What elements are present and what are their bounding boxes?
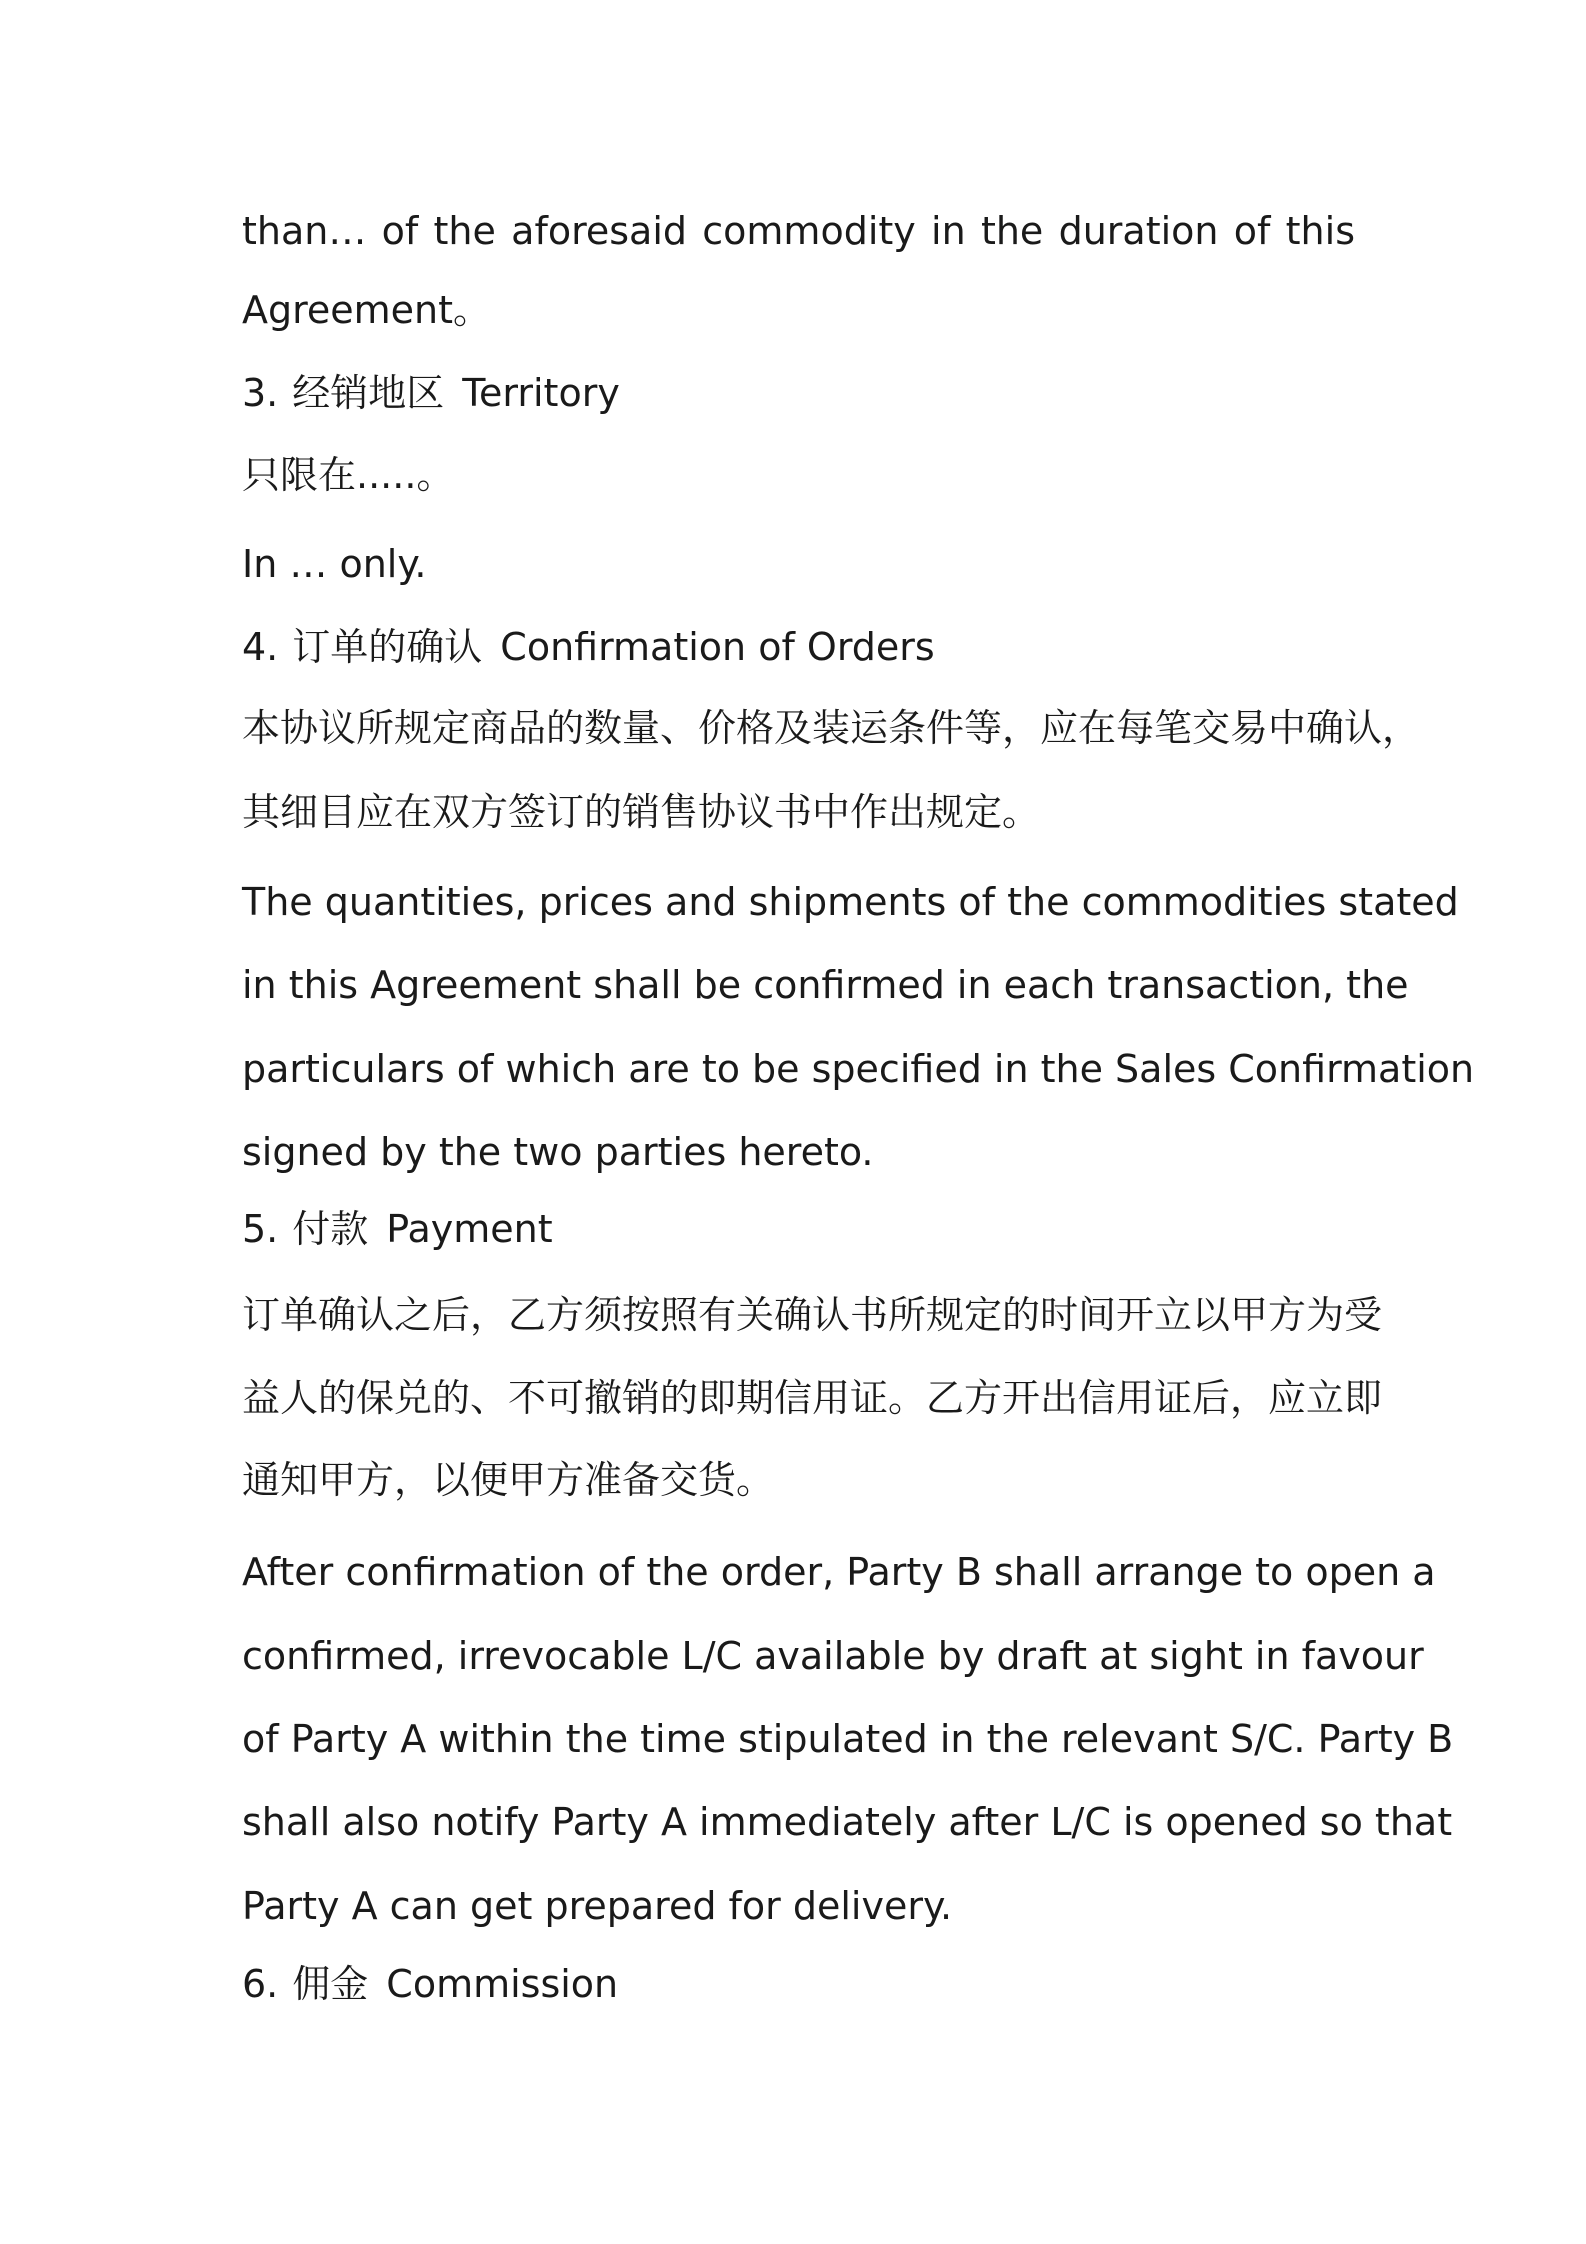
section-number: 6. bbox=[242, 1962, 279, 2006]
section-number: 3. bbox=[242, 371, 279, 415]
body-line: In … only. bbox=[242, 542, 427, 586]
section-number: 4. bbox=[242, 625, 279, 669]
section-title-zh: 佣金 bbox=[292, 1962, 369, 2006]
body-line: Agreement。 bbox=[242, 288, 492, 332]
body-line: The quantities, prices and shipments of the commodities stated bbox=[242, 880, 1459, 924]
body-line: 通知甲方，以便甲方准备交货。 bbox=[242, 1458, 775, 1502]
section-title-en: Territory bbox=[462, 371, 620, 415]
section-title-zh: 经销地区 bbox=[292, 371, 445, 415]
body-line: shall also notify Party A immediately after L/C is opened so that bbox=[242, 1800, 1453, 1844]
section-title-en: Payment bbox=[386, 1207, 553, 1251]
body-line: 订单确认之后，乙方须按照有关确认书所规定的时间开立以甲方为受 bbox=[242, 1293, 1383, 1337]
section-title-zh: 订单的确认 bbox=[292, 625, 483, 669]
section-number: 5. bbox=[242, 1207, 279, 1251]
body-line: in this Agreement shall be confirmed in each transaction, the bbox=[242, 963, 1409, 1007]
document-page bbox=[242, 0, 1475, 2244]
section-title-en: Commission bbox=[386, 1962, 619, 2006]
body-line: than… of the aforesaid commodity in the duration of this bbox=[242, 209, 1355, 253]
body-line: confirmed, irrevocable L/C available by draft at sight in favour bbox=[242, 1634, 1424, 1678]
section-title-en: Confirmation of Orders bbox=[500, 625, 935, 669]
section-heading-territory bbox=[242, 369, 1355, 417]
section-heading-payment bbox=[242, 1205, 1355, 1253]
section-heading-commission bbox=[242, 1960, 1355, 2008]
body-line: Party A can get prepared for delivery. bbox=[242, 1884, 953, 1928]
body-line: After confirmation of the order, Party B shall arrange to open a bbox=[242, 1550, 1436, 1594]
body-line: 只限在.....。 bbox=[242, 453, 455, 497]
body-line: signed by the two parties hereto. bbox=[242, 1130, 874, 1174]
body-line: 本协议所规定商品的数量、价格及装运条件等，应在每笔交易中确认， bbox=[242, 706, 1421, 750]
body-line: of Party A within the time stipulated in the relevant S/C. Party B bbox=[242, 1717, 1454, 1761]
body-line: particulars of which are to be specified in the Sales Confirmation bbox=[242, 1047, 1475, 1091]
body-line: 益人的保兑的、不可撤销的即期信用证。乙方开出信用证后，应立即 bbox=[242, 1376, 1383, 1420]
section-heading-confirmation-of-orders bbox=[242, 623, 1355, 671]
body-line: 其细目应在双方签订的销售协议书中作出规定。 bbox=[242, 790, 1041, 834]
section-title-zh: 付款 bbox=[292, 1207, 369, 1251]
